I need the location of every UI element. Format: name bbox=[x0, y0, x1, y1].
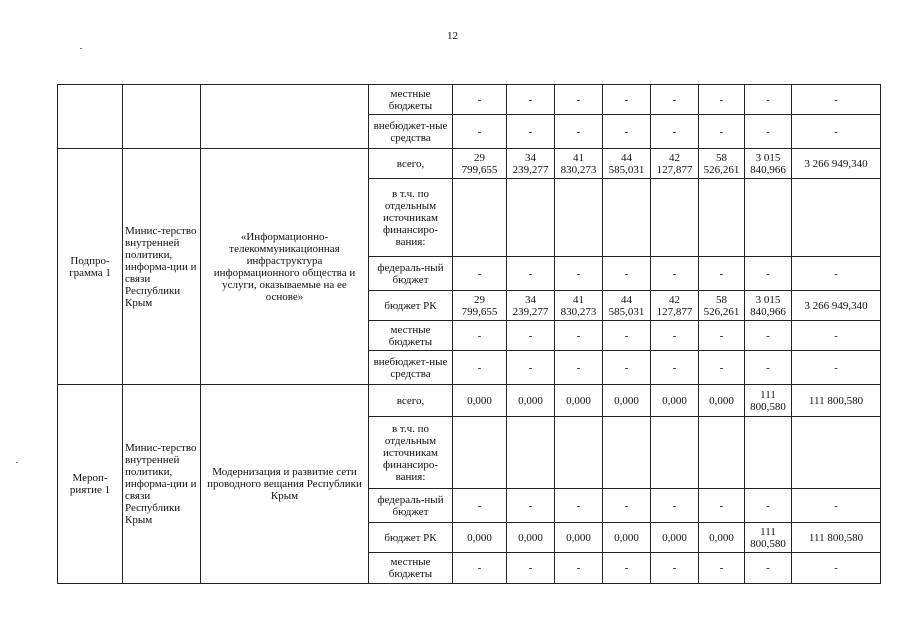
funding-source-cell: внебюджет-ные средства bbox=[369, 115, 453, 149]
value-cell: - bbox=[555, 351, 603, 385]
funding-source-cell: внебюджет-ные средства bbox=[369, 351, 453, 385]
value-cell: 111 800,580 bbox=[792, 385, 881, 417]
executor-cell: Минис-терство внутренней политики, информа-ции и связи Республики Крым bbox=[123, 149, 201, 385]
value-cell bbox=[699, 179, 745, 257]
value-cell: 0,000 bbox=[507, 523, 555, 553]
value-cell: - bbox=[699, 351, 745, 385]
value-cell: 0,000 bbox=[507, 385, 555, 417]
status-cell: Подпро-грамма 1 bbox=[58, 149, 123, 385]
budget-table-body bbox=[58, 85, 881, 584]
status-cell bbox=[58, 85, 123, 149]
value-cell: - bbox=[453, 553, 507, 584]
funding-source-cell: федераль-ный бюджет bbox=[369, 489, 453, 523]
value-cell: 111 800,580 bbox=[792, 523, 881, 553]
status-cell: Мероп-риятие 1 bbox=[58, 385, 123, 584]
value-cell: 0,000 bbox=[603, 385, 651, 417]
value-cell: 111 800,580 bbox=[745, 385, 792, 417]
program-name-cell bbox=[201, 85, 369, 149]
value-cell: 0,000 bbox=[453, 523, 507, 553]
value-cell: - bbox=[651, 257, 699, 291]
value-cell: - bbox=[651, 351, 699, 385]
value-cell: - bbox=[555, 115, 603, 149]
value-cell: - bbox=[699, 115, 745, 149]
value-cell: - bbox=[453, 321, 507, 351]
value-cell: 42 127,877 bbox=[651, 291, 699, 321]
value-cell: - bbox=[555, 553, 603, 584]
value-cell: - bbox=[555, 85, 603, 115]
funding-source-cell: в т.ч. по отдельным источникам финансиро-вания: bbox=[369, 417, 453, 489]
value-cell: - bbox=[651, 115, 699, 149]
value-cell: - bbox=[453, 257, 507, 291]
value-cell: - bbox=[603, 321, 651, 351]
value-cell: - bbox=[792, 489, 881, 523]
value-cell: 0,000 bbox=[699, 385, 745, 417]
value-cell: - bbox=[507, 257, 555, 291]
value-cell: - bbox=[453, 115, 507, 149]
value-cell bbox=[651, 179, 699, 257]
value-cell: 0,000 bbox=[651, 385, 699, 417]
value-cell: 29 799,655 bbox=[453, 291, 507, 321]
value-cell bbox=[651, 417, 699, 489]
value-cell: 0,000 bbox=[651, 523, 699, 553]
value-cell: - bbox=[507, 351, 555, 385]
executor-cell bbox=[123, 85, 201, 149]
value-cell: - bbox=[603, 351, 651, 385]
funding-source-cell: федераль-ный бюджет bbox=[369, 257, 453, 291]
page-number: 12 bbox=[447, 30, 458, 42]
value-cell: 34 239,277 bbox=[507, 291, 555, 321]
value-cell: - bbox=[745, 489, 792, 523]
value-cell: 44 585,031 bbox=[603, 291, 651, 321]
value-cell: - bbox=[507, 115, 555, 149]
value-cell: - bbox=[745, 351, 792, 385]
table-row bbox=[58, 85, 881, 115]
value-cell: - bbox=[507, 85, 555, 115]
program-name-cell: Модернизация и развитие сети проводного вещания Республики Крым bbox=[201, 385, 369, 584]
table-row bbox=[58, 385, 881, 417]
value-cell: - bbox=[651, 85, 699, 115]
program-name-cell: «Информационно-телекоммуникационная инфраструктура информационного общества и услуги, оказываемые на ее основе» bbox=[201, 149, 369, 385]
value-cell: - bbox=[699, 321, 745, 351]
value-cell: 58 526,261 bbox=[699, 291, 745, 321]
value-cell bbox=[507, 179, 555, 257]
value-cell: - bbox=[555, 321, 603, 351]
funding-source-cell: бюджет РК bbox=[369, 291, 453, 321]
scan-speck bbox=[80, 48, 82, 49]
scan-speck bbox=[16, 462, 18, 463]
value-cell: 41 830,273 bbox=[555, 149, 603, 179]
value-cell: - bbox=[699, 85, 745, 115]
funding-source-cell: всего, bbox=[369, 149, 453, 179]
budget-table bbox=[57, 84, 881, 584]
value-cell: - bbox=[651, 321, 699, 351]
value-cell bbox=[603, 417, 651, 489]
value-cell: - bbox=[453, 489, 507, 523]
value-cell: - bbox=[603, 257, 651, 291]
value-cell: 0,000 bbox=[603, 523, 651, 553]
value-cell: - bbox=[792, 257, 881, 291]
value-cell: - bbox=[651, 489, 699, 523]
value-cell: 0,000 bbox=[699, 523, 745, 553]
value-cell: - bbox=[699, 489, 745, 523]
value-cell: - bbox=[603, 489, 651, 523]
value-cell bbox=[453, 179, 507, 257]
value-cell: 29 799,655 bbox=[453, 149, 507, 179]
funding-source-cell: в т.ч. по отдельным источникам финансиро-вания: bbox=[369, 179, 453, 257]
value-cell: - bbox=[699, 257, 745, 291]
value-cell: - bbox=[792, 553, 881, 584]
value-cell: 42 127,877 bbox=[651, 149, 699, 179]
value-cell: - bbox=[555, 257, 603, 291]
value-cell: - bbox=[651, 553, 699, 584]
value-cell: 58 526,261 bbox=[699, 149, 745, 179]
value-cell: - bbox=[745, 115, 792, 149]
value-cell: - bbox=[792, 351, 881, 385]
value-cell: - bbox=[507, 321, 555, 351]
value-cell: - bbox=[792, 115, 881, 149]
value-cell: 111 800,580 bbox=[745, 523, 792, 553]
value-cell: 0,000 bbox=[555, 385, 603, 417]
value-cell: 0,000 bbox=[453, 385, 507, 417]
value-cell bbox=[792, 179, 881, 257]
value-cell: 44 585,031 bbox=[603, 149, 651, 179]
value-cell: 3 015 840,966 bbox=[745, 291, 792, 321]
value-cell: - bbox=[792, 85, 881, 115]
value-cell: - bbox=[699, 553, 745, 584]
value-cell: - bbox=[453, 85, 507, 115]
value-cell: - bbox=[507, 553, 555, 584]
funding-source-cell: всего, bbox=[369, 385, 453, 417]
value-cell bbox=[603, 179, 651, 257]
value-cell: - bbox=[745, 321, 792, 351]
value-cell: 34 239,277 bbox=[507, 149, 555, 179]
value-cell: - bbox=[745, 257, 792, 291]
value-cell bbox=[792, 417, 881, 489]
value-cell bbox=[699, 417, 745, 489]
value-cell bbox=[745, 417, 792, 489]
value-cell bbox=[745, 179, 792, 257]
value-cell: 3 266 949,340 bbox=[792, 291, 881, 321]
value-cell: - bbox=[603, 85, 651, 115]
value-cell bbox=[453, 417, 507, 489]
value-cell: 3 266 949,340 bbox=[792, 149, 881, 179]
value-cell: - bbox=[507, 489, 555, 523]
value-cell bbox=[555, 417, 603, 489]
funding-source-cell: местные бюджеты bbox=[369, 321, 453, 351]
value-cell bbox=[507, 417, 555, 489]
executor-cell: Минис-терство внутренней политики, информа-ции и связи Республики Крым bbox=[123, 385, 201, 584]
value-cell: - bbox=[603, 553, 651, 584]
value-cell: - bbox=[603, 115, 651, 149]
value-cell: - bbox=[745, 553, 792, 584]
value-cell: 3 015 840,966 bbox=[745, 149, 792, 179]
value-cell bbox=[555, 179, 603, 257]
value-cell: - bbox=[453, 351, 507, 385]
value-cell: 41 830,273 bbox=[555, 291, 603, 321]
value-cell: 0,000 bbox=[555, 523, 603, 553]
funding-source-cell: местные бюджеты bbox=[369, 553, 453, 584]
value-cell: - bbox=[745, 85, 792, 115]
value-cell: - bbox=[792, 321, 881, 351]
table-row bbox=[58, 149, 881, 179]
value-cell: - bbox=[555, 489, 603, 523]
funding-source-cell: местные бюджеты bbox=[369, 85, 453, 115]
funding-source-cell: бюджет РК bbox=[369, 523, 453, 553]
